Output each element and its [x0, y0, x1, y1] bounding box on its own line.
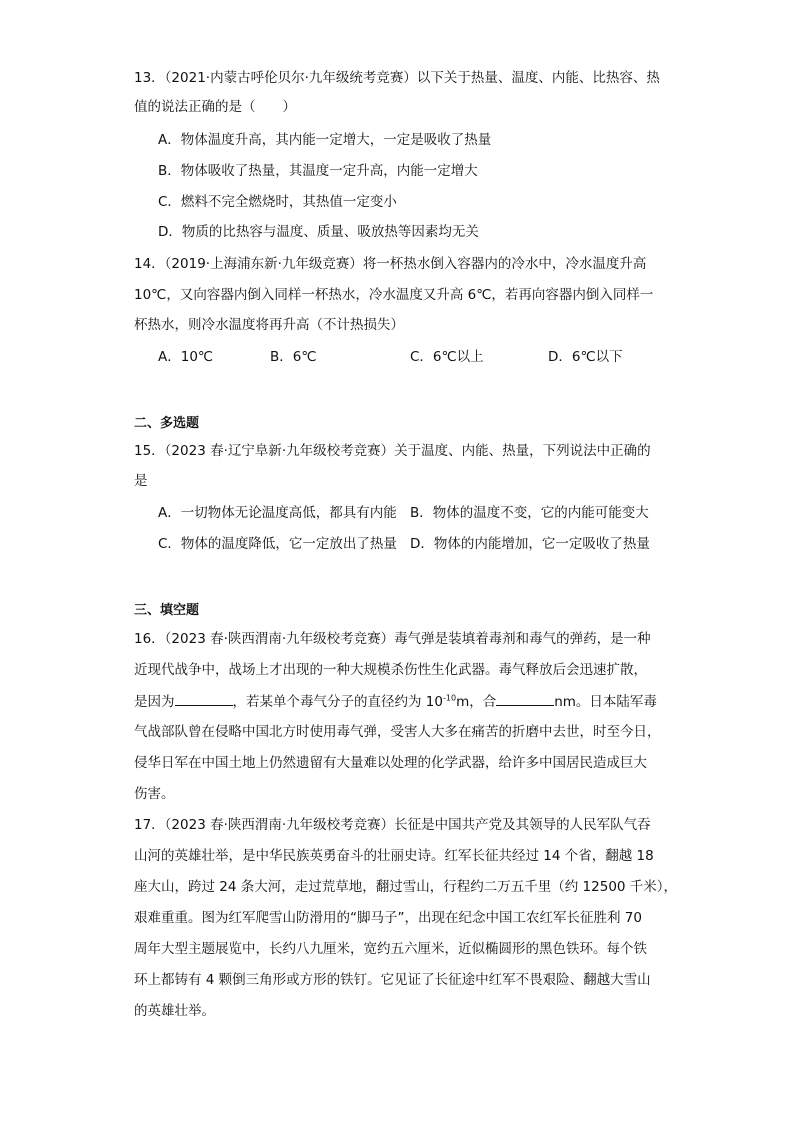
q16-text-b: ，若某单个毒气分子的直径约为 10 — [232, 694, 443, 710]
q16-text-c: m，合 — [456, 694, 497, 710]
q17-stem-line4: 艰难重重。图为红军爬雪山防滑用的“脚马子”，出现在纪念中国工农红军长征胜利 70 — [134, 910, 642, 926]
q16-stem-line1: 16．（2023 春·陕西渭南·九年级校考竞赛）毒气弹是装填着毒剂和毒气的弹药，是一种 — [134, 631, 651, 647]
q16-stem-line6: 伤害。 — [134, 786, 175, 802]
q13-stem-line1: 13．（2021·内蒙古呼伦贝尔·九年级统考竞赛）以下关于热量、温度、内能、比热容、热 — [134, 70, 660, 86]
q13-stem-line2: 值的说法正确的是（ ） — [134, 99, 296, 115]
q14-option-c: C．6℃以上 — [410, 349, 484, 365]
q14-option-a: A．10℃ — [158, 349, 214, 365]
q16-stem-line2: 近现代战争中，战场上才出现的一种大规模杀伤性生化武器。毒气释放后会迅速扩散， — [134, 662, 647, 678]
q16-stem-line3 — [134, 691, 657, 712]
q16-exponent: -10 — [442, 693, 457, 703]
answer-blank-2[interactable] — [496, 691, 554, 706]
q15-stem-line2: 是 — [134, 473, 148, 489]
section-multi-choice-heading: 二、多选题 — [134, 416, 200, 431]
q14-stem-line1: 14．（2019·上海浦东新·九年级竞赛）将一杯热水倒入容器内的冷水中，冷水温度升高 — [134, 256, 647, 272]
q17-stem-line2: 山河的英雄壮举，是中华民族英勇奋斗的壮丽史诗。红军长征共经过 14 个省，翻越 18 — [134, 848, 654, 864]
q14-option-d: D．6℃以下 — [548, 349, 623, 365]
q17-stem-line7: 的英雄壮举。 — [134, 1003, 215, 1019]
q15-option-c: C．物体的温度降低，它一定放出了热量 — [158, 536, 397, 552]
q14-stem-line3: 杯热水，则冷水温度将再升高（不计热损失） — [134, 317, 404, 333]
q15-stem-line1: 15．（2023 春·辽宁阜新·九年级校考竞赛）关于温度、内能、热量，下列说法中正确的 — [134, 443, 651, 459]
q15-option-b: B．物体的温度不变，它的内能可能变大 — [410, 505, 649, 521]
q16-stem-line5: 侵华日军在中国土地上仍然遗留有大量难以处理的化学武器，给许多中国居民造成巨大 — [134, 755, 647, 771]
q17-stem-line1: 17．（2023 春·陕西渭南·九年级校考竞赛）长征是中国共产党及其领导的人民军队气吞 — [134, 817, 651, 833]
q14-option-b: B．6℃ — [270, 349, 317, 365]
q17-stem-line6: 环上都铸有 4 颗倒三角形或方形的铁钉。它见证了长征途中红军不畏艰险、翻越大雪山 — [134, 972, 651, 988]
q16-text-a: 是因为 — [134, 694, 175, 710]
q16-stem-line4: 气战部队曾在侵略中国北方时使用毒气弹，受害人大多在痛苦的折磨中去世，时至今日， — [134, 724, 661, 740]
answer-blank-1[interactable] — [175, 691, 233, 706]
q13-option-a: A．物体温度升高，其内能一定增大，一定是吸收了热量 — [158, 132, 492, 148]
q15-option-d: D．物体的内能增加，它一定吸收了热量 — [410, 536, 650, 552]
q13-option-c: C．燃料不完全燃烧时，其热值一定变小 — [158, 194, 397, 210]
q13-option-d: D．物质的比热容与温度、质量、吸放热等因素均无关 — [158, 224, 479, 240]
q17-stem-line3: 座大山，跨过 24 条大河，走过荒草地，翻过雪山，行程约二万五千里（约 12500 千米）， — [134, 879, 678, 895]
q15-option-a: A．一切物体无论温度高低，都具有内能 — [158, 505, 397, 521]
q14-stem-line2: 10℃，又向容器内倒入同样一杯热水，冷水温度又升高 6℃，若再向容器内倒入同样一 — [134, 287, 654, 303]
q13-option-b: B．物体吸收了热量，其温度一定升高，内能一定增大 — [158, 163, 478, 179]
q17-stem-line5: 周年大型主题展览中，长约八九厘米，宽约五六厘米，近似椭圆形的黑色铁环。每个铁 — [134, 941, 647, 957]
q16-text-d: nm。日本陆军毒 — [554, 694, 657, 710]
section-fill-blank-heading: 三、填空题 — [134, 603, 200, 618]
